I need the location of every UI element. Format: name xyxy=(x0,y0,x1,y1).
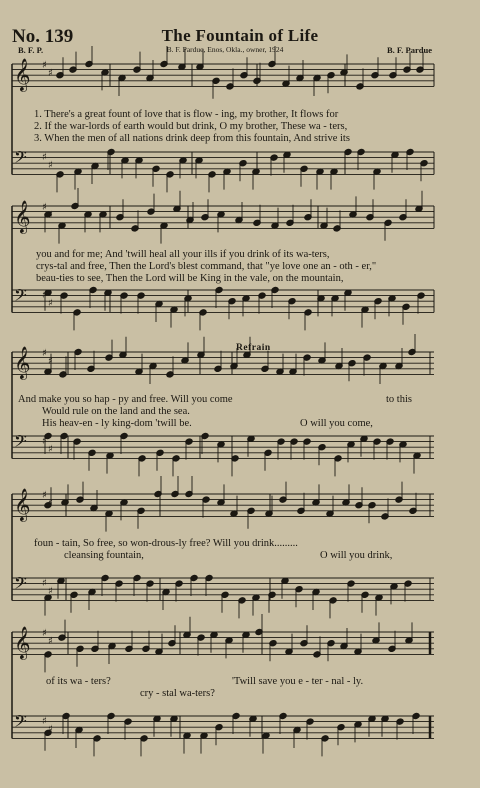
system1-verse2: 2. If the war-lords of earth would but drink, O my brother, These wa - ters, xyxy=(34,121,348,132)
refrain-label: Refrain xyxy=(236,343,271,353)
sharp-icon: ♯ xyxy=(42,348,47,359)
system2-verse2: crys-tal and free, Then the Lord's blest command, that "ye love one an - oth - er," xyxy=(36,261,377,272)
sharp-icon: ♯ xyxy=(42,152,47,163)
system3-bass-line: O will you come, xyxy=(300,418,373,429)
sharp-icon: ♯ xyxy=(42,716,47,727)
system1-verse1: 1. There's a great fount of love that is flow - ing, my brother, It flows for xyxy=(34,109,339,120)
system4-bass-lyrics-b: O will you drink, xyxy=(320,550,393,561)
treble-clef-icon: 𝄞 xyxy=(14,200,31,233)
treble-clef-icon: 𝄞 xyxy=(14,488,31,521)
system1-verse3: 3. When the men of all nations drink deep from this fountain, And strive its xyxy=(34,133,350,144)
sharp-icon: ♯ xyxy=(48,586,53,597)
system4-treble-lyrics: foun - tain, So free, so won-drous-ly free? Will you drink......... xyxy=(34,538,298,549)
sharp-icon: ♯ xyxy=(48,210,53,221)
sharp-icon: ♯ xyxy=(42,202,47,213)
sharp-icon: ♯ xyxy=(42,578,47,589)
sharp-icon: ♯ xyxy=(48,68,53,79)
sharp-icon: ♯ xyxy=(48,356,53,367)
sharp-icon: ♯ xyxy=(48,444,53,455)
bass-clef-icon: 𝄢 xyxy=(14,147,27,171)
bass-clef-icon: 𝄢 xyxy=(14,285,27,309)
system3-verse3: His heav-en - ly king-dom 'twill be. xyxy=(42,418,192,429)
sharp-icon: ♯ xyxy=(42,436,47,447)
sharp-icon: ♯ xyxy=(48,498,53,509)
system5-treble-lyrics-b: 'Twill save you e - ter - nal - ly. xyxy=(232,676,364,687)
sharp-icon: ♯ xyxy=(42,60,47,71)
system3-verse2: Would rule on the land and the sea. xyxy=(42,406,190,417)
treble-clef-icon: 𝄞 xyxy=(14,346,31,379)
sharp-icon: ♯ xyxy=(48,636,53,647)
sharp-icon: ♯ xyxy=(42,490,47,501)
bass-clef-icon: 𝄢 xyxy=(14,711,27,735)
sharp-icon: ♯ xyxy=(48,724,53,735)
sharp-icon: ♯ xyxy=(42,290,47,301)
system4-bass-lyrics-a: cleansing fountain, xyxy=(64,550,144,561)
treble-clef-icon: 𝄞 xyxy=(14,58,31,91)
hymn-title: The Fountain of Life xyxy=(161,26,319,45)
system5-treble-lyrics-a: of its wa - ters? xyxy=(46,676,111,687)
hymn-number: No. 139 xyxy=(12,26,74,47)
system3-verse1-end: to this xyxy=(386,394,412,405)
sharp-icon: ♯ xyxy=(48,160,53,171)
system5-bass-lyrics: cry - stal wa-ters? xyxy=(140,688,215,699)
bass-clef-icon: 𝄢 xyxy=(14,431,27,455)
sharp-icon: ♯ xyxy=(48,298,53,309)
sharp-icon: ♯ xyxy=(42,628,47,639)
words-credit: B. F. P. xyxy=(18,45,44,55)
copyright-notice: B. F. Pardue, Enos, Okla., owner, 1924 xyxy=(166,45,284,54)
system3-verse1: And make you so hap - py and free. Will you come xyxy=(18,394,233,405)
system2-verse3: beau-ties to see, Then the Lord will be King in the vale, on the mountain, xyxy=(36,273,344,284)
music-credit: B. F. Pardue xyxy=(386,45,432,55)
bass-clef-icon: 𝄢 xyxy=(14,573,27,597)
treble-clef-icon: 𝄞 xyxy=(14,626,31,659)
system2-verse1: you and for me; And 'twill heal all your ills if you drink of its wa-ters, xyxy=(36,249,330,260)
